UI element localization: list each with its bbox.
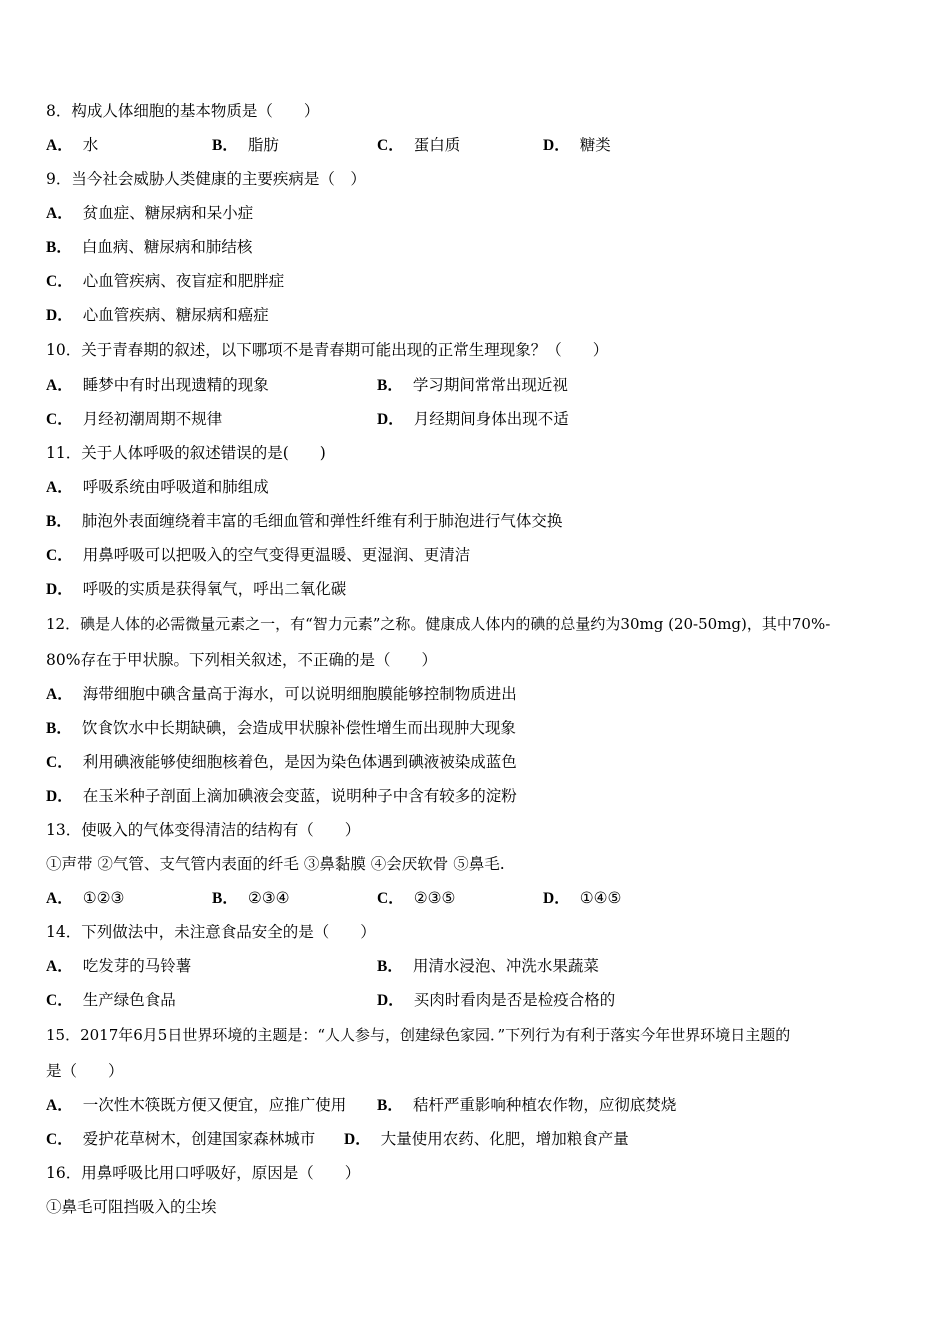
q9-option-d: D． 心血管疾病、糖尿病和癌症 — [46, 306, 269, 324]
q12-option-a: A． 海带细胞中碘含量高于海水，可以说明细胞膜能够控制物质进出 — [46, 685, 517, 703]
q12-stem-line1: 12．碘是人体的必需微量元素之一，有“智力元素”之称。健康成人体内的碘的总量约为30mg (20-50mg)，其中70%- — [46, 615, 831, 633]
q15-option-c: C． 爱护花草树木，创建国家森林城市 — [46, 1130, 316, 1148]
q9-stem: 9．当今社会威胁人类健康的主要疾病是（ ） — [46, 170, 366, 188]
q13-option-d: D． ①④⑤ — [543, 889, 622, 907]
q8-stem: 8．构成人体细胞的基本物质是（ ） — [46, 102, 320, 120]
q11-option-c: C． 用鼻呼吸可以把吸入的空气变得更温暖、更湿润、更清洁 — [46, 546, 471, 564]
q12-option-b: B． 饮食饮水中长期缺碘，会造成甲状腺补偿性增生而出现肿大现象 — [46, 719, 516, 737]
q8-option-d: D． 糖类 — [543, 136, 611, 154]
q11-option-a: A． 呼吸系统由呼吸道和肺组成 — [46, 478, 269, 496]
q10-option-a: A． 睡梦中有时出现遗精的现象 — [46, 376, 269, 394]
q16-stem: 16．用鼻呼吸比用口呼吸好，原因是（ ） — [46, 1164, 361, 1182]
q9-option-a: A． 贫血症、糖尿病和呆小症 — [46, 204, 254, 222]
q15-stem-line2: 是（ ） — [46, 1062, 124, 1080]
q13-items: ①声带 ②气管、支气管内表面的纤毛 ③鼻黏膜 ④会厌软骨 ⑤鼻毛. — [46, 855, 505, 873]
q9-option-c: C． 心血管疾病、夜盲症和肥胖症 — [46, 272, 285, 290]
q14-option-d: D． 买肉时看肉是否是检疫合格的 — [377, 991, 616, 1009]
q11-stem: 11．关于人体呼吸的叙述错误的是( ) — [46, 444, 326, 462]
q10-option-c: C． 月经初潮周期不规律 — [46, 410, 223, 428]
q11-option-b: B． 肺泡外表面缠绕着丰富的毛细血管和弹性纤维有利于肺泡进行气体交换 — [46, 512, 563, 530]
q8-option-c: C． 蛋白质 — [377, 136, 461, 154]
q14-option-c: C． 生产绿色食品 — [46, 991, 176, 1009]
q13-option-b: B． ②③④ — [212, 889, 290, 907]
q12-option-c: C． 利用碘液能够使细胞核着色，是因为染色体遇到碘液被染成蓝色 — [46, 753, 517, 771]
q14-option-a: A． 吃发芽的马铃薯 — [46, 957, 192, 975]
q16-item-1: ①鼻毛可阻挡吸入的尘埃 — [46, 1198, 217, 1216]
q13-option-c: C． ②③⑤ — [377, 889, 456, 907]
q12-option-d: D． 在玉米种子剖面上滴加碘液会变蓝，说明种子中含有较多的淀粉 — [46, 787, 517, 805]
q9-option-b: B． 白血病、糖尿病和肺结核 — [46, 238, 253, 256]
q14-stem: 14．下列做法中，未注意食品安全的是（ ） — [46, 923, 376, 941]
q10-stem: 10．关于青春期的叙述，以下哪项不是青春期可能出现的正常生理现象？（ ） — [46, 341, 609, 359]
q13-stem: 13．使吸入的气体变得清洁的结构有（ ） — [46, 821, 361, 839]
q15-option-b: B． 秸杆严重影响种植农作物，应彻底焚烧 — [377, 1096, 677, 1114]
q10-option-b: B． 学习期间常常出现近视 — [377, 376, 568, 394]
q15-option-d: D． 大量使用农药、化肥，增加粮食产量 — [344, 1130, 629, 1148]
q15-option-a: A． 一次性木筷既方便又便宜，应推广使用 — [46, 1096, 347, 1114]
q12-stem-line2: 80%存在于甲状腺。下列相关叙述，不正确的是（ ） — [46, 651, 437, 669]
q10-option-d: D． 月经期间身体出现不适 — [377, 410, 569, 428]
q13-option-a: A． ①②③ — [46, 889, 125, 907]
q11-option-d: D． 呼吸的实质是获得氧气，呼出二氧化碳 — [46, 580, 347, 598]
q8-option-a: A． 水 — [46, 136, 99, 154]
q15-stem-line1: 15．2017年6月5日世界环境的主题是：“人人参与，创建绿色家园．”下列行为有利于落实今年世界环境日主题的 — [46, 1026, 791, 1044]
q14-option-b: B． 用清水浸泡、冲洗水果蔬菜 — [377, 957, 599, 975]
q8-option-b: B． 脂肪 — [212, 136, 279, 154]
